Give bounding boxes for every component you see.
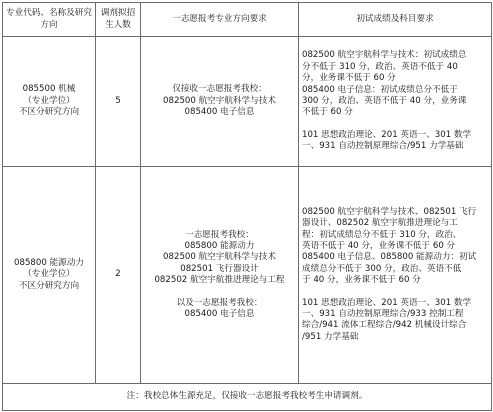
table-row <box>3 167 492 384</box>
header-program: 专业代码、名称及研究方向 <box>3 3 96 37</box>
footnote: 注：我校总体生源充足，仅接收一志愿报考我校考生申请调剂。 <box>3 384 492 411</box>
header-direction: 一志愿报考专业方向要求 <box>141 3 299 37</box>
program-cell: 085800 能源动力 （专业学位） 不区分研究方向 <box>3 167 96 384</box>
adjustment-table <box>2 2 492 411</box>
direction-cell: 一志愿报考我校： 085800 能源动力 082500 航空宇航科学与技术 082501 飞行器设计 082502 航空宇航推进理论与工程 以及一志愿报考我校： 085400 电子信息 <box>141 167 299 384</box>
quota-cell: 2 <box>96 167 141 384</box>
requirements-cell: 082500 航空宇航科学与技术：初试成绩总 分不低于 310 分，政治、英语不低于 40 分，业务课不低于 60 分 085400 电子信息：初试成绩总分不低于 300 分，政治、英语不低于 40 分，业务课 不低于 60 分 101 思想政治理论、201 英语一、301 数学 一、931 自动控制原理综合/951 力学基础 <box>299 37 492 167</box>
table-row <box>3 37 492 167</box>
header-row <box>3 3 492 37</box>
quota-cell: 5 <box>96 37 141 167</box>
program-cell: 085500 机械 （专业学位） 不区分研究方向 <box>3 37 96 167</box>
direction-cell: 仅接收一志愿报考我校： 082500 航空宇航科学与技术 085400 电子信息 <box>141 37 299 167</box>
requirements-cell: 082500 航空宇航科学与技术、082501 飞行 器设计、082502 航空宇航推进理论与工 程：初试成绩总分不低于 310 分，政治、 英语不低于 40 分，业务课不低于 60 分 085400 电子信息、085800 能源动力：初试 成绩总分不低于 300 分，政治、英语不低 于 40 分，业务课不低于 60 分 101 思想政治理论、201 英语一、301 数学 一、931 自动控制原理综合/933 控制工程 综合/941 流体工程综合/942 机械设计综合 /951 力学基础 <box>299 167 492 384</box>
header-requirements: 初试成绩及科目要求 <box>299 3 492 37</box>
note-row <box>3 384 492 411</box>
header-quota: 调剂拟招生人数 <box>96 3 141 37</box>
